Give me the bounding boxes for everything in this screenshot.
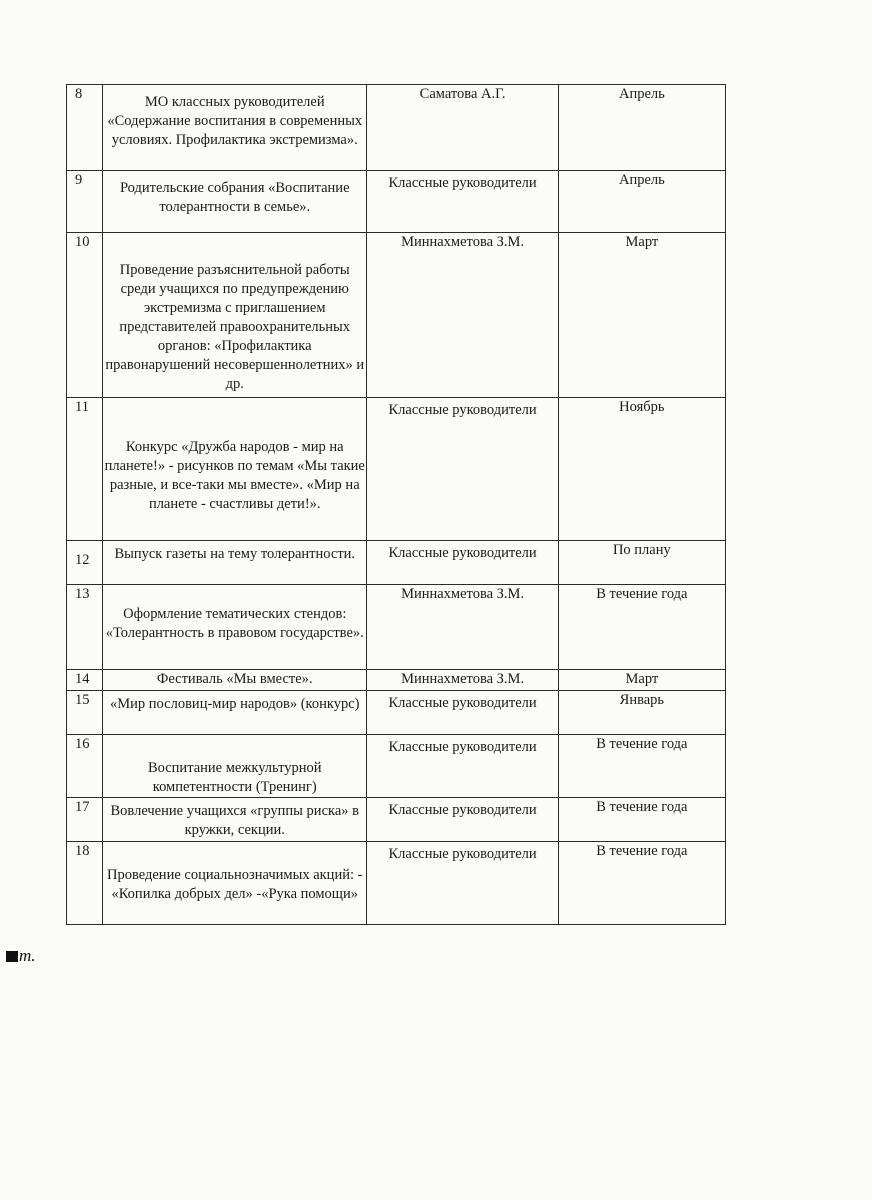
responsible-cell: Миннахметова З.М. [367,585,558,670]
responsible-cell: Классные руководители [367,842,558,925]
date-cell: В течение года [558,842,725,925]
event-cell: Оформление тематических стендов: «Толерантность в правовом государстве». [103,585,367,670]
date-cell: Апрель [558,85,725,171]
date-cell: Ноябрь [558,398,725,541]
stamp-text: m. [19,946,36,965]
event-cell: Выпуск газеты на тему толерантности. [103,541,367,585]
event-cell: «Мир пословиц-мир народов» (конкурс) [103,691,367,735]
row-number: 9 [67,171,103,233]
responsible-cell: Классные руководители [367,541,558,585]
date-cell: В течение года [558,585,725,670]
responsible-cell: Классные руководители [367,735,558,798]
table-row [67,670,726,691]
stamp-mark [6,946,36,966]
responsible-cell: Классные руководители [367,171,558,233]
table-row [67,798,726,842]
date-cell: Март [558,670,725,691]
event-cell: Конкурс «Дружба народов - мир на планете!» - рисунков по темам «Мы такие разные, и все-таки мы вместе». «Мир на планете - счастливы дети!». [103,398,367,541]
table-row [67,171,726,233]
responsible-cell: Миннахметова З.М. [367,670,558,691]
date-cell: В течение года [558,798,725,842]
date-cell: Январь [558,691,725,735]
events-table [66,84,726,925]
row-number: 17 [67,798,103,842]
row-number: 10 [67,233,103,398]
row-number: 12 [67,541,103,585]
event-cell: Проведение разъяснительной работы среди учащихся по предупреждению экстремизма с приглашением представителей правоохранительных органов: «Профилактика правонарушений несовершеннолетних» и др. [103,233,367,398]
date-cell: Март [558,233,725,398]
date-cell: Апрель [558,171,725,233]
responsible-cell: Классные руководители [367,691,558,735]
table-row [67,85,726,171]
responsible-cell: Классные руководители [367,398,558,541]
date-cell: По плану [558,541,725,585]
event-cell: Проведение социальнозначимых акций: - «Копилка добрых дел» -«Рука помощи» [103,842,367,925]
table-row [67,585,726,670]
date-cell: В течение года [558,735,725,798]
table-row [67,398,726,541]
responsible-cell: Классные руководители [367,798,558,842]
row-number: 15 [67,691,103,735]
table-row [67,541,726,585]
table-row [67,842,726,925]
event-cell: Воспитание межкультурной компетентности (Тренинг) [103,735,367,798]
event-cell: МО классных руководителей «Содержание воспитания в современных условиях. Профилактика экстремизма». [103,85,367,171]
event-cell: Родительские собрания «Воспитание толерантности в семье». [103,171,367,233]
row-number: 18 [67,842,103,925]
stamp-block [6,951,18,962]
row-number: 14 [67,670,103,691]
row-number: 8 [67,85,103,171]
row-number: 16 [67,735,103,798]
table-row [67,233,726,398]
table-row [67,735,726,798]
responsible-cell: Саматова А.Г. [367,85,558,171]
event-cell: Вовлечение учащихся «группы риска» в кружки, секции. [103,798,367,842]
row-number: 11 [67,398,103,541]
responsible-cell: Миннахметова З.М. [367,233,558,398]
row-number: 13 [67,585,103,670]
event-cell: Фестиваль «Мы вместе». [103,670,367,691]
table-row [67,691,726,735]
